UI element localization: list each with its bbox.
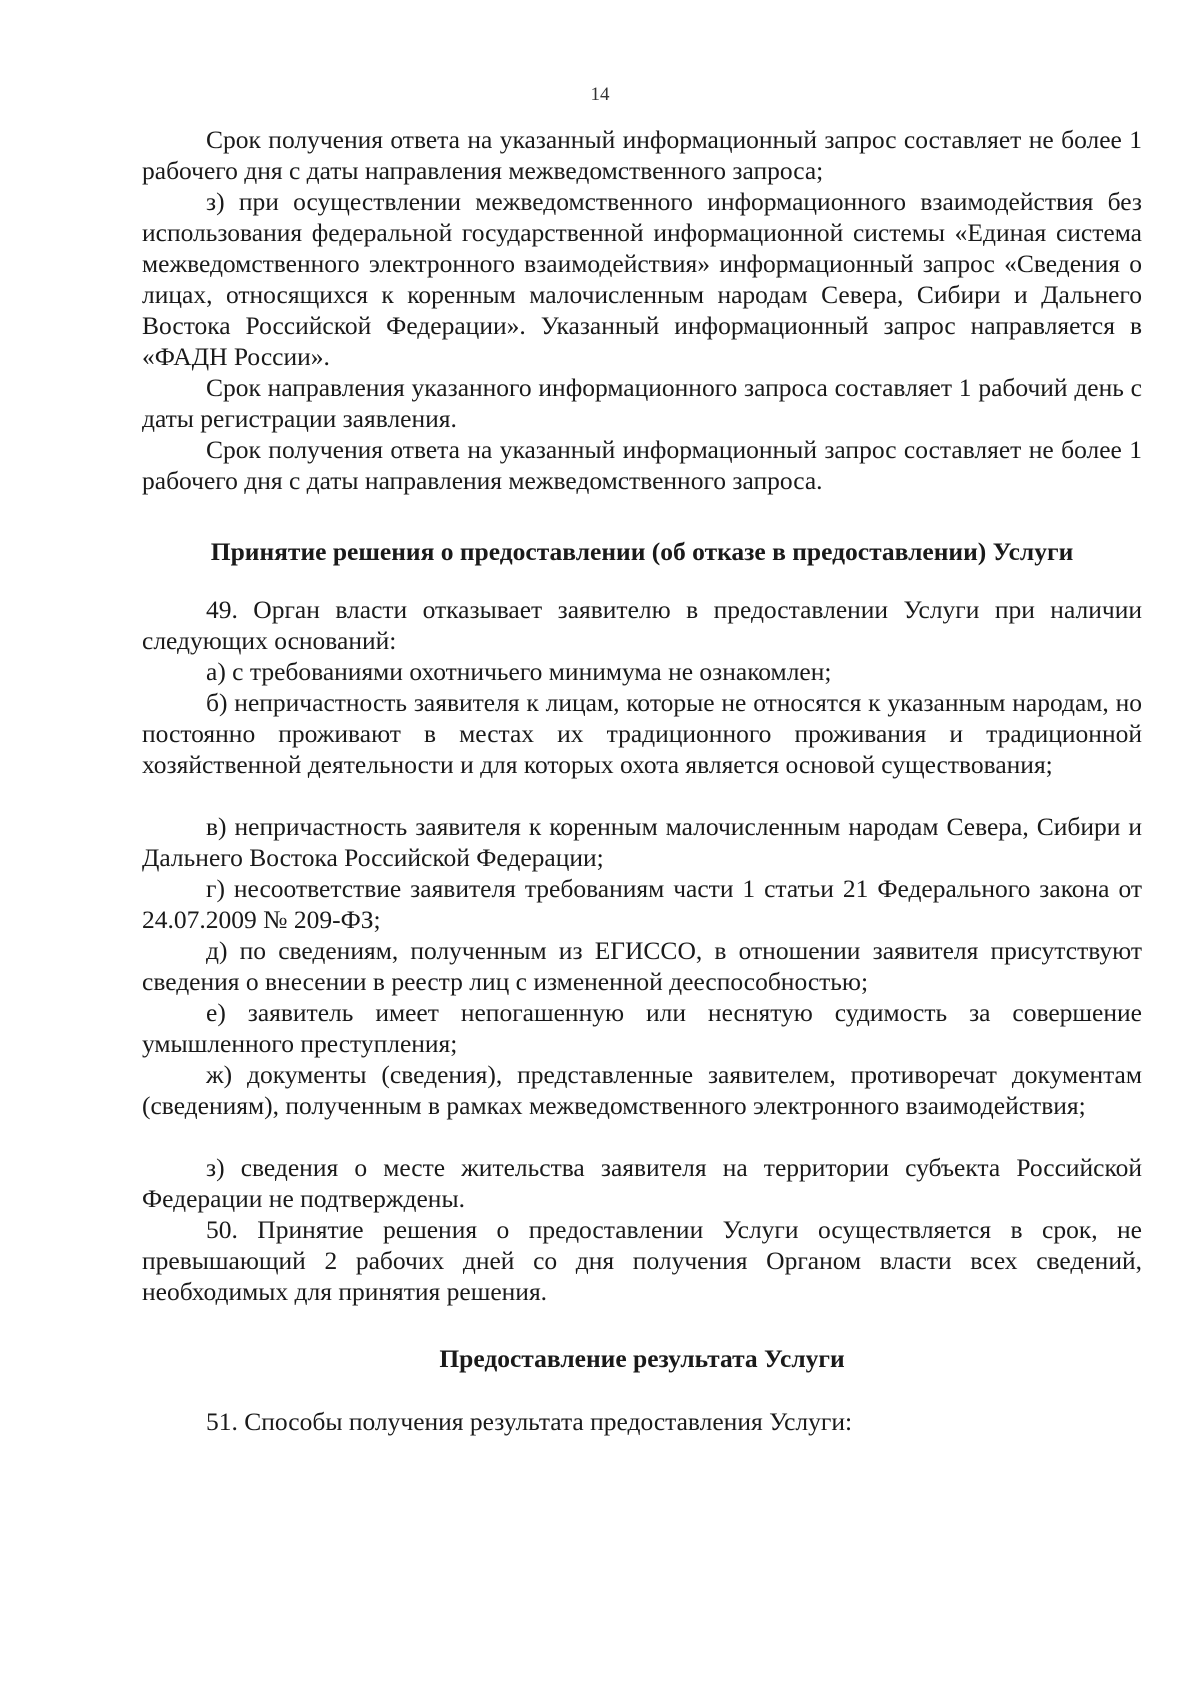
paragraph: з) при осуществлении межведомственного информационного взаимодействия без использования федеральной государственной информационной системы «Единая система межведомственного электронного взаимодействия» информационный запрос «Сведения о лицах, относящихся к коренным малочисленным народам Севера, Сибири и Дальнего Востока Российской Федерации». Указанный информационный запрос направляется в «ФАДН России». [142,187,1142,371]
section-heading: Предоставление результата Услуги [439,1344,845,1373]
page-number: 14 [590,84,610,105]
paragraph: Срок получения ответа на указанный информационный запрос составляет не более 1 рабочего дня с даты направления межведомственного запроса; [142,125,1142,185]
paragraph: а) с требованиями охотничьего минимума не ознакомлен; [206,657,832,686]
paragraph: в) непричастность заявителя к коренным малочисленным народам Севера, Сибири и Дальнего Востока Российской Федерации; [142,812,1142,872]
paragraph: 50. Принятие решения о предоставлении Услуги осуществляется в срок, не превышающий 2 рабочих дней со дня получения Органом власти всех сведений, необходимых для принятия решения. [142,1215,1142,1306]
paragraph: г) несоответствие заявителя требованиям части 1 статьи 21 Федерального закона от 24.07.2009 № 209-ФЗ; [142,874,1142,934]
paragraph: Срок получения ответа на указанный информационный запрос составляет не более 1 рабочего дня с даты направления межведомственного запроса. [142,435,1142,495]
paragraph: Срок направления указанного информационного запроса составляет 1 рабочий день с даты регистрации заявления. [142,373,1142,433]
paragraph: б) непричастность заявителя к лицам, которые не относятся к указанным народам, но постоянно проживают в местах их традиционного проживания и традиционной хозяйственной деятельности и для которых охота является основой существования; [142,688,1142,779]
paragraph: е) заявитель имеет непогашенную или неснятую судимость за совершение умышленного преступления; [142,998,1142,1058]
section-heading: Принятие решения о предоставлении (об отказе в предоставлении) Услуги [210,537,1074,566]
paragraph: 51. Способы получения результата предоставления Услуги: [206,1407,853,1436]
paragraph: 49. Орган власти отказывает заявителю в предоставлении Услуги при наличии следующих оснований: [142,595,1142,655]
paragraph: ж) документы (сведения), представленные заявителем, противоречат документам (сведениям), полученным в рамках межведомственного электронного взаимодействия; [142,1060,1142,1120]
paragraph: д) по сведениям, полученным из ЕГИССО, в отношении заявителя присутствуют сведения о внесении в реестр лиц с измененной дееспособностью; [142,936,1142,996]
paragraph: з) сведения о месте жительства заявителя на территории субъекта Российской Федерации не подтверждены. [142,1153,1142,1213]
